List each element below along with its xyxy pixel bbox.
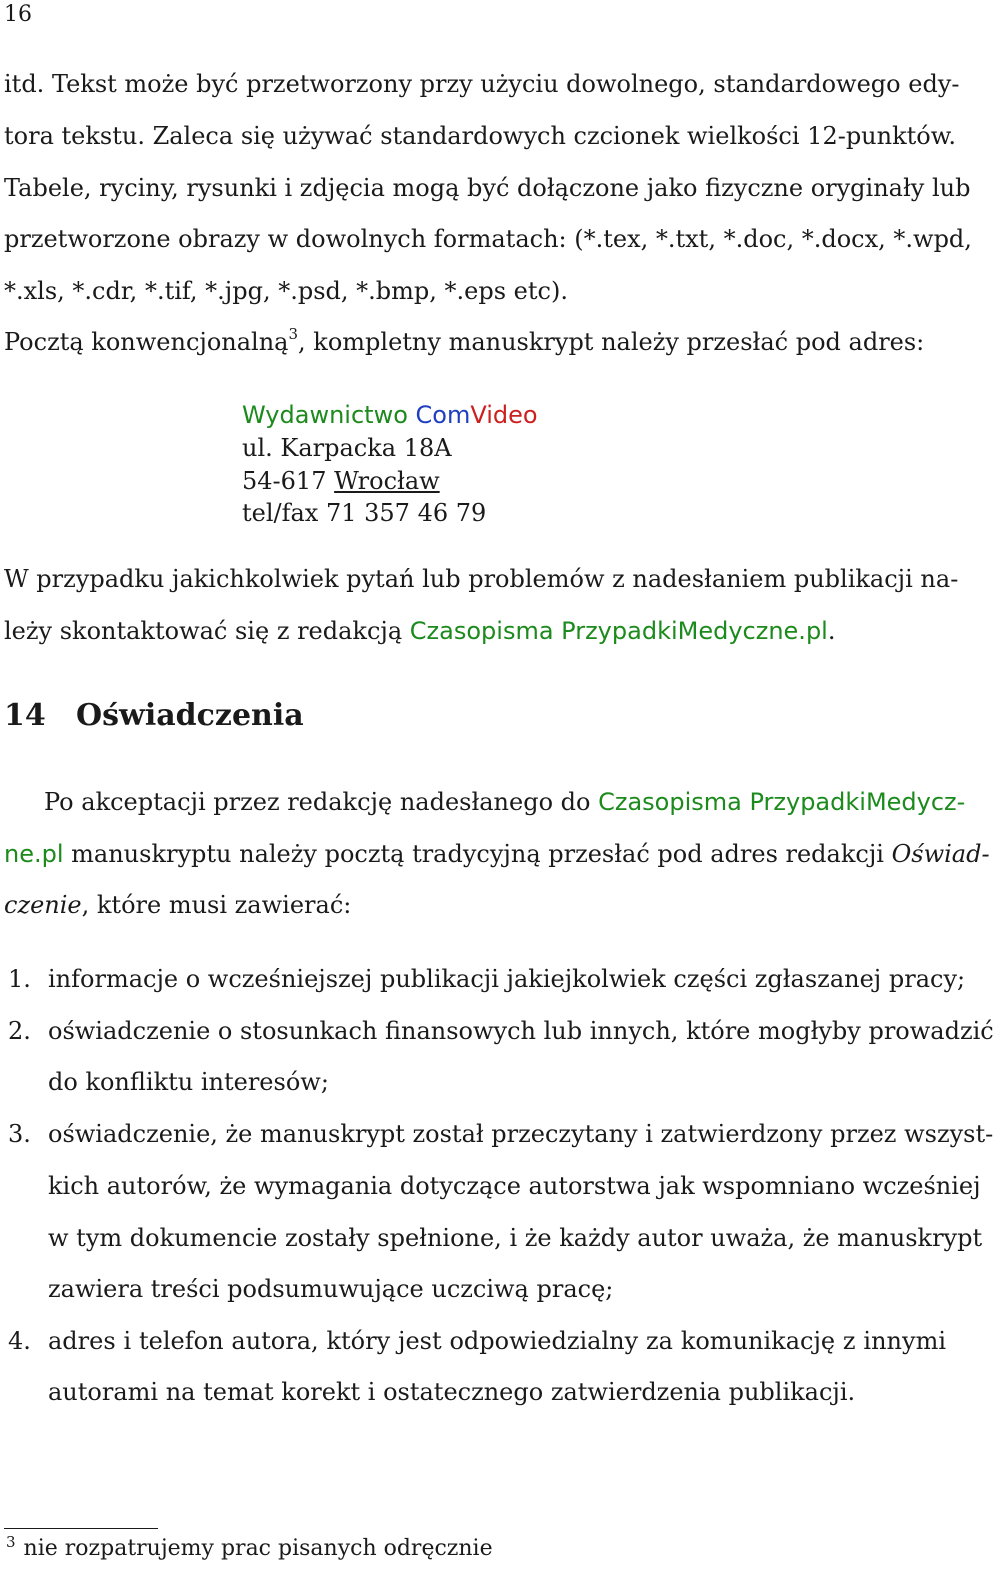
list-item-3-line-4: zawiera treści podsumuwujące uczciwą pracę;: [48, 1275, 614, 1303]
statement-title-italic-part1: Oświad-: [891, 840, 990, 868]
intro-line-5: *.xls, *.cdr, *.tif, *.jpg, *.psd, *.bmp, *.eps etc).: [4, 277, 568, 305]
section-heading: [4, 698, 304, 733]
address-street: ul. Karpacka 18A: [242, 434, 452, 462]
contact-line-2-text: leży skontaktować się z redakcją: [4, 617, 410, 645]
section-number: 14: [4, 698, 46, 733]
list-item-3-line-2: kich autorów, że wymagania dotyczące autorstwa jak wspomniano wcześniej: [48, 1172, 981, 1200]
statement-line-3-text: , które musi zawierać:: [81, 891, 352, 919]
statement-line-2: [4, 840, 990, 868]
section-title: Oświadczenia: [76, 698, 304, 733]
intro-line-3: Tabele, ryciny, rysunki i zdjęcia mogą być dołączone jako fizyczne oryginały lub: [4, 174, 971, 202]
statement-line-1-text: Po akceptacji przez redakcję nadesłanego do: [44, 788, 599, 816]
list-item-4-number: 4.: [8, 1327, 31, 1355]
mail-paragraph: [4, 325, 925, 356]
page-number: 16: [4, 2, 32, 27]
footnote-text: nie rozpatrujemy prac pisanych odręcznie: [23, 1536, 493, 1561]
footnote: [6, 1533, 493, 1561]
journal-link-statement-part2[interactable]: ne.pl: [4, 840, 64, 868]
journal-link-statement-part1[interactable]: Czasopisma PrzypadkiMedycz-: [598, 788, 966, 816]
statement-line-3: [4, 891, 351, 919]
mail-text-after: , kompletny manuskrypt należy przesłać pod adres:: [298, 328, 925, 356]
publisher-name-com: Com: [415, 401, 471, 429]
intro-line-2: tora tekstu. Zaleca się używać standardowych czcionek wielkości 12-punktów.: [4, 122, 957, 150]
statement-line-1: [44, 788, 966, 816]
footnote-rule: [4, 1528, 158, 1529]
address-postcode: 54-617: [242, 467, 335, 495]
footnote-reference[interactable]: 3: [288, 325, 299, 343]
list-item-3-line-3: w tym dokumencie zostały spełnione, i że każdy autor uważa, że manuskrypt: [48, 1224, 983, 1252]
publisher-name-video: Video: [470, 401, 538, 429]
footnote-mark: 3: [6, 1533, 16, 1551]
journal-link[interactable]: Czasopisma PrzypadkiMedyczne.pl: [409, 617, 828, 645]
intro-line-4: przetworzone obrazy w dowolnych formatach: (*.tex, *.txt, *.doc, *.docx, *.wpd,: [4, 225, 972, 253]
address-city-link[interactable]: Wrocław: [334, 467, 440, 495]
list-item-2-number: 2.: [8, 1017, 31, 1045]
list-item-4-line-2: autorami na temat korekt i ostatecznego zatwierdzenia publikacji.: [48, 1378, 856, 1406]
list-item-2-line-1: oświadczenie o stosunkach finansowych lub innych, które mogłyby prowadzić: [48, 1017, 994, 1045]
mail-text-before: Pocztą konwencjonalną: [4, 328, 289, 356]
list-item-1-line-1: informacje o wcześniejszej publikacji jakiejkolwiek części zgłaszanej pracy;: [48, 965, 966, 993]
statement-title-italic-part2: czenie: [4, 891, 82, 919]
contact-line-2: [4, 617, 835, 645]
contact-line-2-end: .: [827, 617, 836, 645]
contact-line-1: W przypadku jakichkolwiek pytań lub problemów z nadesłaniem publikacji na-: [4, 565, 959, 593]
intro-line-1: itd. Tekst może być przetworzony przy użyciu dowolnego, standardowego edy-: [4, 70, 960, 98]
address-city-line: [242, 467, 440, 495]
list-item-2-line-2: do konfliktu interesów;: [48, 1068, 329, 1096]
publisher-name[interactable]: [242, 401, 538, 429]
list-item-1-number: 1.: [8, 965, 31, 993]
list-item-3-number: 3.: [8, 1120, 31, 1148]
list-item-3-line-1: oświadczenie, że manuskrypt został przeczytany i zatwierdzony przez wszyst-: [48, 1120, 994, 1148]
address-phone: tel/fax 71 357 46 79: [242, 499, 487, 527]
statement-line-2-text: manuskryptu należy pocztą tradycyjną przesłać pod adres redakcji: [63, 840, 892, 868]
publisher-name-part1: Wydawnictwo: [242, 401, 416, 429]
list-item-4-line-1: adres i telefon autora, który jest odpowiedzialny za komunikację z innymi: [48, 1327, 946, 1355]
